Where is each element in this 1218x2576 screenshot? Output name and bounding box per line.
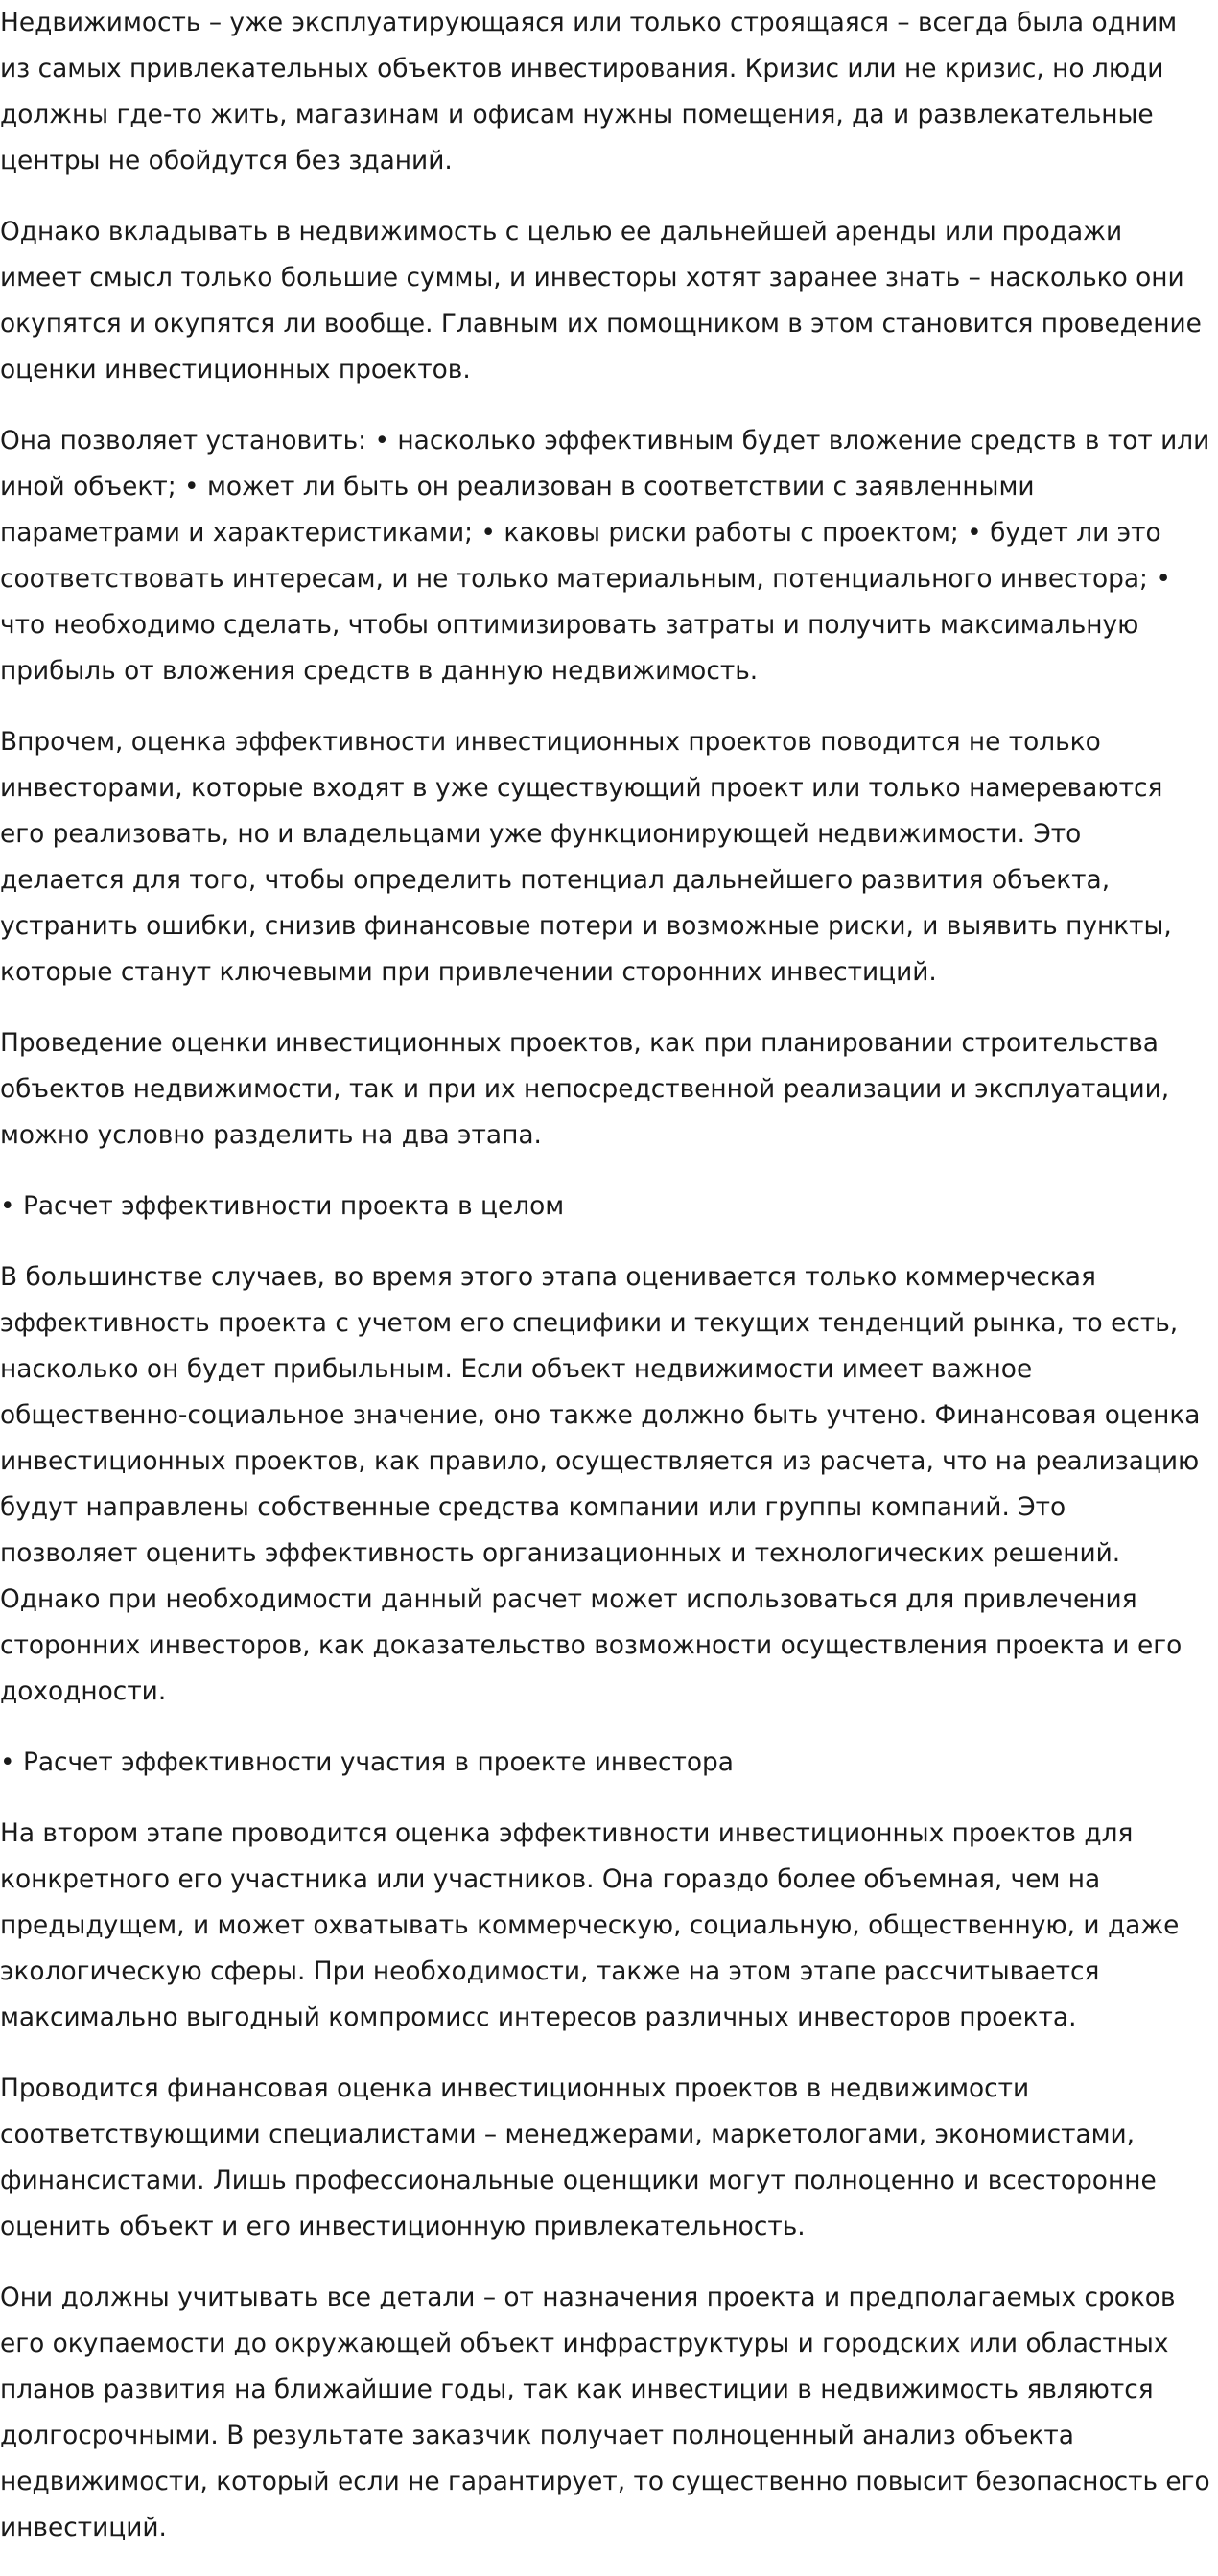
paragraph-evaluation-benefits: Она позволяет установить: • насколько эффективным будет вложение средств в тот или иной объект; • может ли быть он реализован в соответствии с заявленными параметрами и характеристиками; • каковы риски работы с проектом; • будет ли это соответствовать интересам, и не только материальным, потенциального инвестора; • что необходимо сделать, чтобы оптимизировать затраты и получить максимальную прибыль от вложения средств в данную недвижимость. [0, 426, 1210, 686]
stage-one-heading: • Расчет эффективности проекта в целом [0, 1191, 565, 1221]
paragraph-conclusion: Они должны учитывать все детали – от назначения проекта и предполагаемых сроков его окупаемости до окружающей объект инфраструктуры и городских или областных планов развития на ближайшие годы, так как инвестиции в недвижимость являются долгосрочными. В результате заказчик получает полноценный анализ объекта недвижимости, который если не гарантирует, то существенно повысит безопасность его инвестиций. [0, 2283, 1210, 2542]
paragraph-investment-sums: Однако вкладывать в недвижимость с целью ее дальнейшей аренды или продажи имеет смысл только большие суммы, и инвесторы хотят заранее знать – насколько они окупятся и окупятся ли вообще. Главным их помощником в этом становится проведение оценки инвестиционных проектов. [0, 217, 1202, 385]
stage-two-heading: • Расчет эффективности участия в проекте инвестора [0, 1747, 734, 1777]
paragraph-owners-evaluation: Впрочем, оценка эффективности инвестиционных проектов поводится не только инвесторами, которые входят в уже существующий проект или только намереваются его реализовать, но и владельцами уже функционирующей недвижимости. Это делается для того, чтобы определить потенциал дальнейшего развития объекта, устранить ошибки, снизив финансовые потери и возможные риски, и выявить пункты, которые станут ключевыми при привлечении сторонних инвестиций. [0, 727, 1172, 987]
paragraph-intro: Недвижимость – уже эксплуатирующаяся или только строящаяся – всегда была одним из самых привлекательных объектов инвестирования. Кризис или не кризис, но люди должны где-то жить, магазинам и офисам нужны помещения, да и развлекательные центры не обойдутся без зданий. [0, 8, 1178, 176]
paragraph-specialists: Проводится финансовая оценка инвестиционных проектов в недвижимости соответствующими специалистами – менеджерами, маркетологами, экономистами, финансистами. Лишь профессиональные оценщики могут полноценно и всесторонне оценить объект и его инвестиционную привлекательность. [0, 2073, 1157, 2241]
paragraph-stage-two: На втором этапе проводится оценка эффективности инвестиционных проектов для конкретного его участника или участников. Она гораздо более объемная, чем на предыдущем, и может охватывать коммерческую, социальную, общественную, и даже экологическую сферы. При необходимости, также на этом этапе рассчитывается максимально выгодный компромисс интересов различных инвесторов проекта. [0, 1818, 1180, 2032]
paragraph-stage-one: В большинстве случаев, во время этого этапа оценивается только коммерческая эффективность проекта с учетом его специфики и текущих тенденций рынка, то есть, насколько он будет прибыльным. Если объект недвижимости имеет важное общественно-социальное значение, оно также должно быть учтено. Финансовая оценка инвестиционных проектов, как правило, осуществляется из расчета, что на реализацию будут направлены собственные средства компании или группы компаний. Это позволяет оценить эффективность организационных и технологических решений. Однако при необходимости данный расчет может использоваться для привлечения сторонних инвесторов, как доказательство возможности осуществления проекта и его доходности. [0, 1262, 1201, 1706]
paragraph-two-stages: Проведение оценки инвестиционных проектов, как при планировании строительства объектов недвижимости, так и при их непосредственной реализации и эксплуатации, можно условно разделить на два этапа. [0, 1028, 1170, 1150]
